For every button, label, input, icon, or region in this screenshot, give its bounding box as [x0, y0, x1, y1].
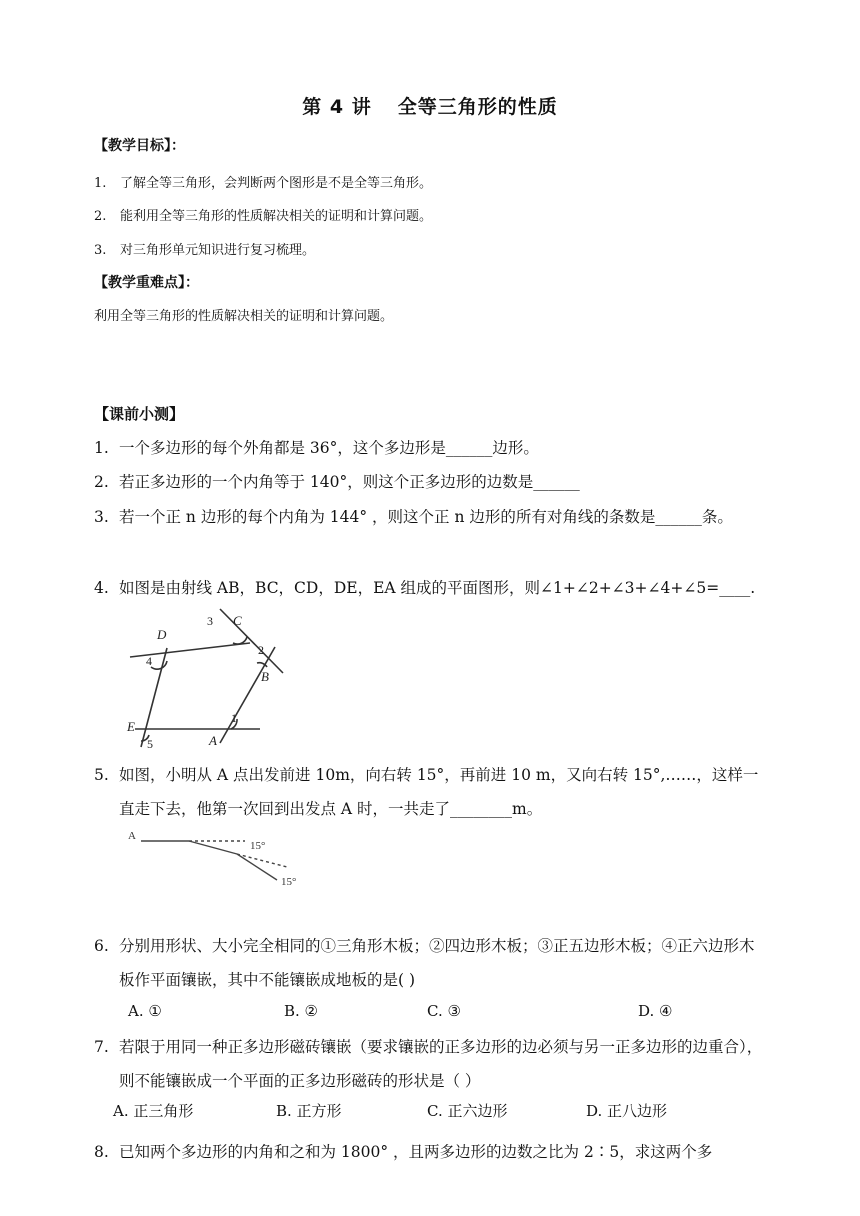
label-A: A: [209, 733, 217, 748]
option-a[interactable]: A. 正三角形: [113, 1102, 194, 1120]
start-label-A: A: [128, 830, 136, 842]
option-b[interactable]: B. ②: [284, 1002, 319, 1020]
lecture-name: 全等三角形的性质: [397, 96, 558, 118]
option-b[interactable]: B. 正方形: [276, 1102, 342, 1120]
label-B: B: [261, 669, 269, 684]
objective-item: 2. 能利用全等三角形的性质解决相关的证明和计算问题。: [94, 209, 433, 224]
quiz-heading: 【课前小测】: [94, 405, 185, 423]
label-D: D: [157, 627, 167, 642]
option-c[interactable]: C. ③: [427, 1002, 461, 1020]
label-C: C: [233, 613, 242, 628]
figure-q5-path: [125, 825, 310, 890]
question-4: 4. 如图是由射线 AB，BC，CD，DE，EA 组成的平面图形，则∠1+∠2+∠3+∠4+∠5=____.: [94, 579, 756, 597]
figure-q4-polygon: [125, 605, 285, 755]
angle-label-1: 1: [231, 711, 237, 725]
option-c[interactable]: C. 正六边形: [427, 1102, 508, 1120]
objective-item: 3. 对三角形单元知识进行复习梳理。: [94, 243, 316, 258]
question-2: 2. 若正多边形的一个内角等于 140°，则这个正多边形的边数是______: [94, 473, 580, 491]
option-a[interactable]: A. ①: [128, 1002, 162, 1020]
angle-label-15-first: 15°: [250, 840, 266, 852]
angle-label-4: 4: [146, 654, 152, 668]
objectives-heading: 【教学目标】：: [94, 138, 185, 154]
label-E: E: [127, 719, 135, 734]
question-1: 1. 一个多边形的每个外角都是 36°，这个多边形是______边形。: [94, 439, 539, 457]
angle-label-2: 2: [258, 643, 264, 657]
option-d[interactable]: D. ④: [638, 1002, 673, 1020]
key-points-text: 利用全等三角形的性质解决相关的证明和计算问题。: [94, 309, 394, 324]
angle-label-5: 5: [147, 737, 153, 751]
question-3: 3. 若一个正 n 边形的每个内角为 144° ，则这个正 n 边形的所有对角线的条数是______条。: [94, 508, 733, 526]
option-d[interactable]: D. 正八边形: [586, 1102, 668, 1120]
lecture-title: [0, 92, 860, 119]
key-points-heading: 【教学重难点】：: [94, 275, 199, 291]
question-7: 7. 若限于用同一种正多边形磁砖镶嵌（要求镶嵌的正多边形的边必须与另一正多边形的边重合），则不能镶嵌成一个平面的正多边形磁砖的形状是（ ）: [94, 1038, 763, 1090]
question-6: 6. 分别用形状、大小完全相同的①三角形木板；②四边形木板；③正五边形木板；④正六边形木板作平面镶嵌，其中不能镶嵌成地板的是( ): [94, 937, 755, 989]
objective-item: 1. 了解全等三角形，会判断两个图形是不是全等三角形。: [94, 176, 433, 191]
angle-label-15-second: 15°: [281, 876, 297, 888]
angle-label-3: 3: [207, 614, 213, 628]
question-8: 8. 已知两个多边形的内角和之和为 1800° ，且两多边形的边数之比为 2∶5，求这两个多: [94, 1143, 713, 1161]
lecture-number: 第 4 讲: [302, 96, 372, 118]
question-5: 5. 如图，小明从 A 点出发前进 10m，向右转 15°，再前进 10 m，又向右转 15°,……，这样一直走下去，他第一次回到出发点 A 时，一共走了________m。: [94, 766, 759, 818]
